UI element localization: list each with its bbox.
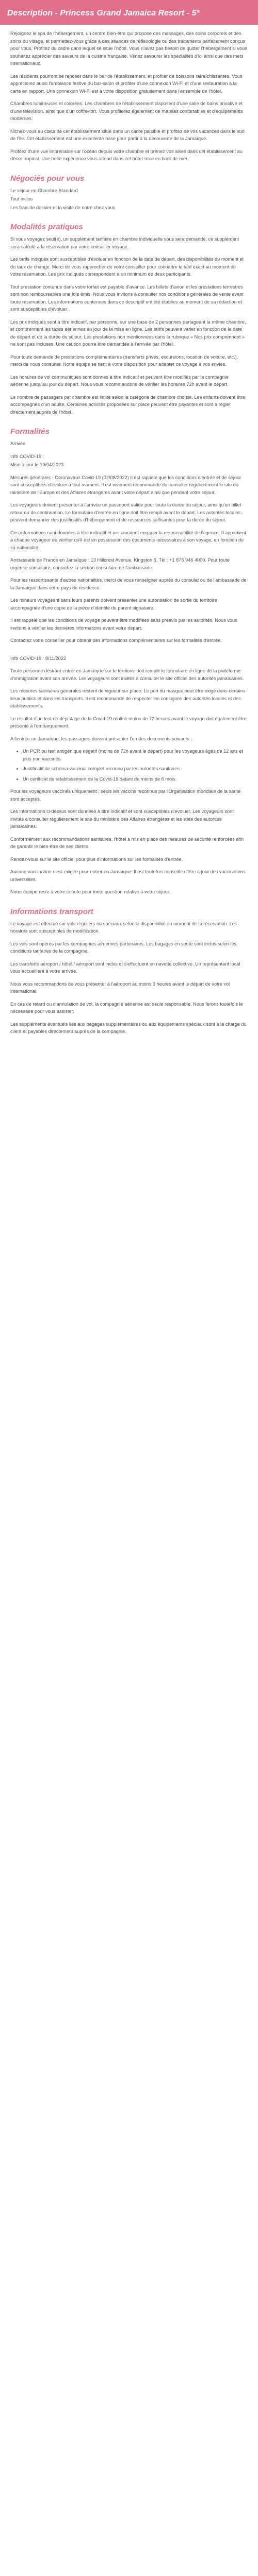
formalites-paragraph: Pour les ressortissants d'autres nationalités, merci de vous renseigner auprès du consulat ou de l'ambassade de la Jamaïque dans votre pays de résidence. bbox=[10, 578, 247, 590]
intro-paragraph: Les résidents pourront se reposer dans le bar de l'établissement, et profiter de boissons rafraîchissantes. Vous apprécierez aussi l'ambiance festive du bar-salon et profiter d'une connexion Wi-Fi et d'une restauration à la carte en rapport. Une connexion Wi-Fi est à votre disposition gratuitement dans l'ensemble de l'hôtel. bbox=[10, 73, 243, 94]
modalites-paragraph: Les prix indiqués sont à titre indicatif, par personne, sur une base de 2 personnes partageant la même chambre, et comprennent les taxes aériennes au jour de la mise en ligne. Les tarifs peuvent varier en fonction de la date de départ et de la durée du séjour. Les prestations non mentionnées dans la rubrique « Nos prix comprennent » ne sont pas incluses. Une caution pourra être demandée à l'arrivée par l'hôtel. bbox=[10, 319, 246, 347]
transport-paragraph: Les vols sont opérés par les compagnies aériennes partenaires. Les bagages en soute sont inclus selon les conditions tarifaires de la compagnie. bbox=[10, 941, 237, 954]
intro-paragraph: Profitez d'une vue imprenable sur l'océan depuis votre chambre et prenez vos aises dans cet établissement au décor tropical. Une belle expérience vous attend dans cet hôtel situé en bord de mer. bbox=[10, 148, 243, 161]
covid-paragraph: Les mesures sanitaires générales restent de vigueur sur place. Le port du masque peut être exigé dans certains lieux publics et dans les transports. Il est recommandé de respecter les consignes des autorités locales et des établissements. bbox=[10, 688, 246, 708]
formalites-paragraph: Ambassade de France en Jamaïque : 13 Hillcrest Avenue, Kingston 6. Tél : +1 876 946 4000. Pour toute urgence consulaire, contactez la section consulaire de l'ambassade. bbox=[10, 557, 230, 570]
formalites-subtitle: Arrivée bbox=[10, 441, 26, 446]
transport-paragraph: En cas de retard ou d'annulation de vol, la compagnie aérienne est seule responsable. Nous ferons toutefois le nécessaire pour vous assister. bbox=[10, 1001, 243, 1014]
formalites-section bbox=[0, 427, 258, 896]
formalites-paragraph: Ces informations sont données à titre indicatif et ne sauraient engager la responsabilité de l'agence. Il appartient à chaque voyageur de vérifier qu'il est en possession des documents nécessaires à son voyage, en fonction de sa nationalité. bbox=[10, 530, 246, 550]
formalites-paragraph: Les mineurs voyageant sans leurs parents doivent présenter une autorisation de sortie du territoire accompagnée d'une copie de la pièce d'identité du parent signataire. bbox=[10, 598, 217, 611]
covid-heading: Info COVID-19 : bbox=[10, 453, 44, 459]
covid-paragraph: Les informations ci-dessus sont données à titre indicatif et sont susceptibles d'évoluer. Les voyageurs sont invités à consulter régulièrement le site du ministère des Affaires étrangères et les sites des autorités jamaïcaines. bbox=[10, 809, 234, 829]
section-title: Formalités bbox=[10, 427, 50, 436]
modalites-section bbox=[0, 223, 258, 416]
intro-section bbox=[0, 25, 258, 163]
formalites-paragraph: Mesures générales - Coronavirus Covid-19 (02/08/2022) Il est rappelé que les conditions d'entrée et de séjour sont susceptibles d'évoluer à tout moment. Il est vivement recommandé de consulter régulièrement le site du ministère de l'Europe et des Affaires étrangères avant votre départ ainsi que pendant votre séjour. bbox=[10, 474, 241, 495]
page-title: Description - Princess Grand Jamaica Resort - 5* bbox=[7, 9, 200, 18]
modalites-paragraph: Le nombre de passagers par chambre est limité selon la catégorie de chambre choisie. Les enfants doivent être accompagnés d'un adulte. Certaines activités proposées sur place peuvent être payantes et sont à régler directement auprès de l'hôtel. bbox=[10, 394, 245, 415]
page-header bbox=[0, 0, 258, 25]
modalites-paragraph: Si vous voyagez seul(e), un supplément tarifaire en chambre individuelle vous sera demandé, ce supplément sera calculé à la réservation par votre conseiller voyage. bbox=[10, 236, 239, 249]
section-title: Modalités pratiques bbox=[10, 223, 83, 231]
modalites-paragraph: Les tarifs indiqués sont susceptibles d'évoluer en fonction de la date de départ, des disponibilités du moment et du taux de change. Merci de vous rapprocher de votre conseiller pour connaître le tarif exact au moment de votre réservation. Les prix indiqués correspondent à un minimum de deux participants. bbox=[10, 257, 244, 277]
covid-paragraph: Notre équipe reste à votre écoute pour toute question relative à votre séjour. bbox=[10, 889, 171, 894]
formalites-paragraph: Les voyageurs doivent présenter à l'arrivée un passeport valide pour toute la durée du séjour, ainsi qu'un billet retour ou de continuation. Le formulaire d'entrée en ligne doit être rempli avant le départ. Les autorités locales peuvent demander des justificatifs d'hébergement et de ressources suffisantes pour la durée du séjour. bbox=[10, 502, 241, 522]
included-item: Tout inclus bbox=[10, 196, 33, 201]
formalites-paragraph: Contactez votre conseiller pour obtenir des informations complémentaires sur les formalités d'entrée. bbox=[10, 638, 222, 643]
transport-paragraph: Le voyage est effectué sur vols réguliers ou spéciaux selon la disponibilité au moment de la réservation. Les horaires sont susceptibles de modification. bbox=[10, 921, 237, 934]
transport-paragraph: Nous vous recommandons de vous présenter à l'aéroport au moins 3 heures avant le départ de votre vol international. bbox=[10, 981, 230, 994]
formalites-paragraph: Il est rappelé que les conditions de voyage peuvent être modifiées sans préavis par les autorités. Nous vous invitons à vérifier les dernières informations avant votre départ. bbox=[10, 618, 237, 631]
update-date: Mise à jour le 19/04/2023 bbox=[10, 462, 64, 467]
list-item: • Un certificat de rétablissement de la Covid-19 datant de moins de 6 mois bbox=[23, 775, 248, 783]
covid-paragraph: Toute personne désirant entrer en Jamaïque sur le territoire doit remplir le formulaire en ligne de la plateforme d'immigration avant son arrivée. Les voyageurs sont invités à consulter le site officiel des autorités jamaïcaines. bbox=[10, 668, 244, 681]
list-item: • Justificatif de schéma vaccinal complet reconnu par les autorités sanitaires bbox=[23, 765, 248, 773]
intro-paragraph: Nichez-vous au cœur de cet établissement situé dans un cadre paisible et profitez de vos vacances dans le sud de l'île. Cet établissement est une excellente base pour partir à la découverte de la Jamaïque. bbox=[10, 128, 245, 141]
covid-paragraph: Le résultat d'un test de dépistage de la Covid-19 réalisé moins de 72 heures avant le voyage doit également être présenté à l'embarquement. bbox=[10, 716, 247, 728]
intro-paragraph: Rejoignez le spa de l'hébergement, un centre bien-être qui propose des massages, des soins corporels et des soins du visage, et permettez-vous grâce à des séances de réflexologie ou des traitements parfaitement conçus pour vous. Profitez du cadre dans lequel se situe l'hôtel. Vous n'avez pas besoin de quitter l'hébergement si vous souhaitez apprécier des saveurs de la cuisine française. Venez savourer les spécialités d'ici ainsi que des mets internationaux. bbox=[10, 31, 247, 66]
negocies-section bbox=[0, 174, 258, 212]
covid-update-date: Info COVID-19 : 8/11/2022 bbox=[10, 655, 67, 661]
covid-paragraph: Aucune vaccination n'est exigée pour entrer en Jamaïque. Il est toutefois conseillé d'être à jour des vaccinations universelles. bbox=[10, 869, 246, 882]
included-item: Le séjour en Chambre Standard bbox=[10, 188, 78, 193]
intro-paragraph: Chambres lumineuses et colorées. Les chambres de l'établissement disposent d'une salle de bains privative et d'une télévision, ainsi que d'un coffre-fort. Vous profiterez également de matelas confortables et d'équipements modernes. bbox=[10, 101, 243, 121]
included-item: Les frais de dossier et la visite de notre chez vous bbox=[10, 205, 116, 210]
modalites-paragraph: Tout prestation contenue dans votre forfait est payable d'avance. Les billets d'avion et les prestations terrestres sont non remboursables une fois émis. Nous vous invitons à consulter nos conditions générales de vente avant toute réservation. Les informations contenues dans ce descriptif ont été établies au moment de sa rédaction et sont susceptibles d'évoluer. bbox=[10, 284, 244, 312]
section-title: Informations transport bbox=[10, 907, 93, 916]
section-title: Négociés pour vous bbox=[10, 174, 85, 183]
covid-paragraph: Pour les voyageurs vaccinés uniquement : seuls les vaccins reconnus par l'Organisation mondiale de la santé sont acceptés. bbox=[10, 789, 241, 802]
covid-paragraph: Conformément aux recommandations sanitaires, l'hôtel a mis en place des mesures de sécurité renforcées afin de garantir le bien-être de ses clients. bbox=[10, 836, 244, 849]
list-item: • Un PCR ou test antigénique négatif (moins de 72h avant le départ) pour les voyageurs âgés de 12 ans et plus non vaccinés bbox=[23, 748, 248, 762]
modalites-paragraph: Les horaires de vol communiqués sont donnés à titre indicatif et peuvent être modifiés par la compagnie aérienne jusqu'au jour du départ. Nous vous recommandons de vérifier les horaires 72h avant le départ. bbox=[10, 374, 229, 387]
transport-paragraph: Les suppléments éventuels liés aux bagages supplémentaires ou aux équipements spéciaux sont à la charge du client et payables directement auprès de la compagnie. bbox=[10, 1021, 247, 1034]
transport-section bbox=[0, 907, 258, 1036]
covid-requirements-list bbox=[17, 748, 248, 783]
covid-paragraph: A l'entrée en Jamaïque, les passagers doivent présenter l'un des documents suivants : bbox=[10, 736, 192, 741]
transport-paragraph: Les transferts aéroport / hôtel / aéroport sont inclus et s'effectuent en navette collective. Un représentant local vous accueillera à votre arrivée. bbox=[10, 961, 240, 974]
covid-paragraph: Rendez-vous sur le site officiel pour plus d'informations sur les formalités d'entrée. bbox=[10, 856, 183, 862]
modalites-paragraph: Pour toute demande de prestations complémentaires (transferts privés, excursions, location de voiture, etc.), merci de nous consulter. Notre équipe se tient à votre disposition pour adapter ce voyage à vos envies. bbox=[10, 354, 238, 367]
